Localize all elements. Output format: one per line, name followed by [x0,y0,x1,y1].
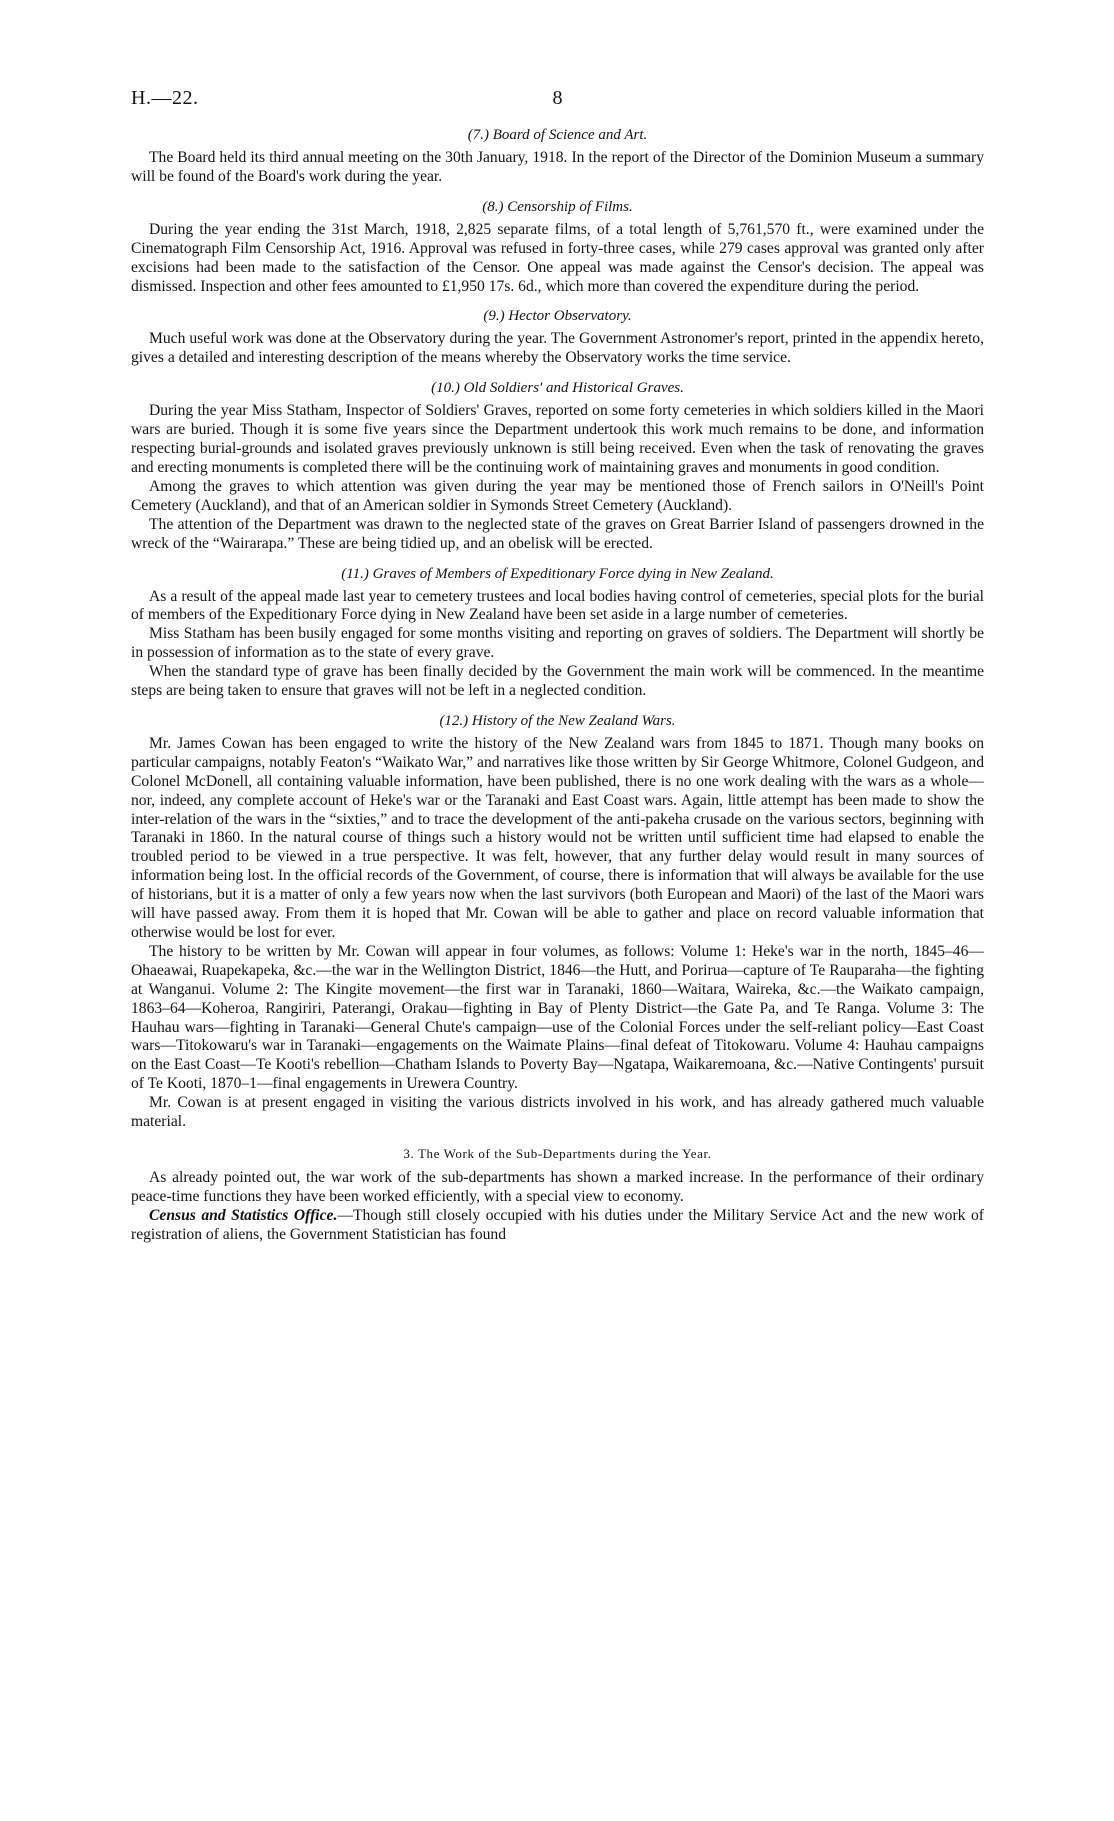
section-heading: (9.) Hector Observatory. [483,308,632,325]
page-header [131,85,984,125]
document-reference: H.—22. [131,87,199,109]
paragraph: Miss Statham has been busily engaged for some months visiting and reporting on graves of soldiers. The Department will shortly be in possession of information as to the state of every grave. [131,625,984,662]
section-heading: (8.) Censorship of Films. [482,198,633,215]
paragraph: Mr. Cowan is at present engaged in visiting the various districts involved in his work, and has already gathered much valuable material. [131,1094,984,1131]
document-page [131,85,984,1805]
part-heading: 3. The Work of the Sub-Departments during the Year. [403,1145,712,1161]
paragraph: The attention of the Department was drawn to the neglected state of the graves on Great Barrier Island of passengers drowned in the wreck of the “Wairarapa.” These are being tidied up, and an obelisk will be erected. [131,515,984,552]
paragraph-census-office [131,1207,984,1245]
section-censorship-of-films [131,197,984,297]
paragraph: As a result of the appeal made last year to cemetery trustees and local bodies having control of cemeteries, special plots for the burial of members of the Expeditionary Force dying in New Zealand have been set aside in a large number of cemeteries. [131,587,984,624]
paragraph: The Board held its third annual meeting on the 30th January, 1918. In the report of the Director of the Dominion Museum a summary will be found of the Board's work during the year. [131,149,984,185]
section-heading: (7.) Board of Science and Art. [467,127,648,143]
paragraph: Much useful work was done at the Observatory during the year. The Government Astronomer's report, printed in the appendix hereto, gives a detailed and interesting description of the means whereby the Observatory works the time service. [131,330,984,367]
paragraph: The history to be written by Mr. Cowan will appear in four volumes, as follows: Volume 1: Heke's war in the north, 1845–46—Ohaeawai, Ruapekapeka, &c.—the war in the Wellington District, 1846—the Hutt, and Porirua—capture of Te Rauparaha—the fighting at Wanganui. Volume 2: The Kingite movement—the first war in Taranaki, 1860—Waitara, Waireka, &c.—the Waikato campaign, 1863–64—Koheroa, Rangiriri, Paterangi, Orakau—fighting in Bay of Plenty District—the Gate Pa, and Te Ranga. Volume 3: The Hauhau wars—fighting in Taranaki—General Chute's campaign—use of the Colonial Forces under the self-reliant policy—East Coast wars—Titokowaru's war in Taranaki—engagements on the Waimate Plains—final defeat of Titokowaru. Volume 4: Hauhau campaigns on the East Coast—Te Kooti's rebellion—Chatham Islands to Poverty Bay—Ngatapa, Waikaremoana, &c.—Native Contingents' pursuit of Te Kooti, 1870–1—final engagements in Urewera Country. [131,942,984,1093]
section-hector-observatory [131,306,984,368]
section-expeditionary-force-graves [131,564,984,701]
page-number: 8 [552,87,563,109]
paragraph: During the year ending the 31st March, 1918, 2,825 separate films, of a total length of 5,761,570 ft., were examined under the Cinematograph Film Censorship Act, 1916. Approval was refused in forty-three cases, while 279 cases approval was granted only after excisions had been made to the satisfaction of the Censor. One appeal was made against the Censor's decision. The appeal was dismissed. Inspection and other fees amounted to £1,950 17s. 6d., which more than covered the expenditure during the period. [131,220,984,295]
paragraph: During the year Miss Statham, Inspector of Soldiers' Graves, reported on some forty cemeteries in which soldiers killed in the Maori wars are buried. Though it is some five years since the Department undertook this work much remains to be done, and information respecting burial-grounds and isolated graves previously unknown is still being received. Even when the task of renovating the graves and erecting monuments is completed there will be the continuing work of maintaining graves and monuments in good condition. [131,402,984,476]
paragraph: When the standard type of grave has been finally decided by the Government the main work will be commenced. In the meantime steps are being taken to ensure that graves will not be left in a neglected condition. [131,663,984,700]
section-history-of-nz-wars [131,711,984,1132]
paragraph: As already pointed out, the war work of the sub-departments has shown a marked increase. In the performance of their ordinary peace-time functions they have been worked efficiently, with a special view to economy. [131,1168,984,1205]
section-heading: (10.) Old Soldiers' and Historical Graves. [431,380,684,397]
paragraph: Mr. James Cowan has been engaged to write the history of the New Zealand wars from 1845 to 1871. Though many books on particular campaigns, notably Featon's “Waikato War,” and narratives like those written by Sir George Whitmore, Colonel Gudgeon, and Colonel McDonell, all containing valuable information, have been published, there is no one work dealing with the wars as a whole—nor, indeed, any complete account of Heke's war or the Taranaki and East Coast wars. Again, little attempt has been made to show the inter-relation of the wars in the “sixties,” and to trace the development of the anti-pakeha crusade on the various sectors, beginning with Taranaki in 1860. In the natural course of things such a history would not be written until sufficient time had elapsed to enable the troubled period to be viewed in a true perspective. It was felt, however, that any further delay would result in many sources of information being lost. In the official records of the Government, of course, there is information that will always be available for the use of historians, but it is a matter of only a few years now when the last survivors (both European and Maori) of the last of the Maori wars will have passed away. From them it is hoped that Mr. Cowan will be able to gather and place on record valuable information that otherwise would be lost for ever. [131,734,984,941]
section-board-of-science-and-art [131,125,984,187]
paragraph: Among the graves to which attention was given during the year may be mentioned those of French sailors in O'Neill's Point Cemetery (Auckland), and that of an American soldier in Symonds Street Cemetery (Auckland). [131,477,984,514]
section-sub-departments-work [131,1144,984,1245]
section-old-soldiers-graves [131,378,984,553]
run-in-heading: Census and Statistics Office. [149,1206,338,1224]
paragraph-text: —Though still closely occupied with his duties under the Military Service Act and the new work of registration of aliens, the Government Statistician has found [131,1206,984,1243]
section-heading: (11.) Graves of Members of Expeditionary Force dying in New Zealand. [341,565,774,582]
section-heading: (12.) History of the New Zealand Wars. [439,712,676,729]
